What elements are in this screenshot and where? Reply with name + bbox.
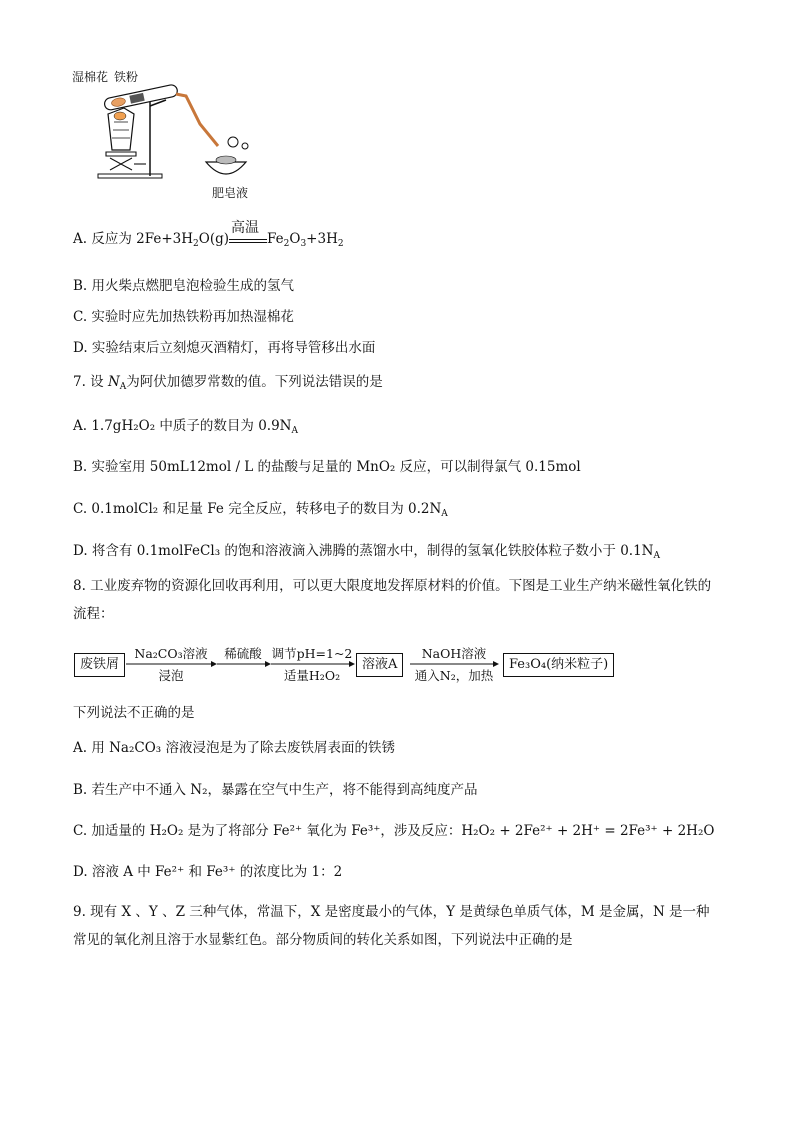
flow-arrow3-top: 调节pH=1~2 — [271, 646, 353, 661]
apparatus-figure — [68, 64, 268, 204]
q8-ask: 下列说法不正确的是 — [73, 705, 195, 721]
q8-flowchart — [73, 644, 733, 688]
q8-option-b: B. 若生产中不通入 N₂，暴露在空气中生产，将不能得到高纯度产品 — [73, 782, 478, 798]
flow-arrow4-bottom: 通入N₂，加热 — [414, 668, 494, 683]
flow-arrow1-bottom: 浸泡 — [158, 668, 184, 683]
flow-arrow4-top: NaOH溶液 — [421, 646, 487, 661]
q6-a-reactant: O(g) — [198, 231, 229, 247]
q9-stem: 9. 现有 X 、Y 、Z 三种气体，常温下，X 是密度最小的气体，Y 是黄绿色单质气体，M 是金属，N 是一种常见的氧化剂且溶于水显紫红色。部分物质间的转化关系如图，下列说法中正确的是 — [73, 904, 710, 948]
q8-option-d: D. 溶液 A 中 Fe²⁺ 和 Fe³⁺ 的浓度比为 1：2 — [73, 864, 343, 880]
label-soap-solution: 肥皂液 — [212, 186, 249, 200]
flow-arrow1-top: Na₂CO₃溶液 — [134, 646, 208, 661]
q6-option-d: D. 实验结束后立刻熄灭酒精灯，再将导管移出水面 — [73, 340, 376, 356]
q6-a-product-h: +3H — [306, 231, 338, 247]
q7-option-a: A. 1.7gH₂O₂ 中质子的数目为 $0.9N_A$ — [73, 418, 298, 436]
q7-d-text: D. 将含有 0.1molFeCl₃ 的饱和溶液滴入沸腾的蒸馏水中，制得的氢氧化铁胶体粒子数小于 0.1N — [73, 543, 654, 559]
apparatus-drawing — [68, 64, 268, 204]
q6-option-a: A. 反应为 $2Fe+3H_2O(g)$ 高温 $Fe_2O_3+3H_2$ — [73, 219, 344, 249]
q7-option-d: D. 将含有 0.1molFeCl₃ 的饱和溶液滴入沸腾的蒸馏水中，制得的氢氧化铁胶体粒子数小于 $0.1N_A$ — [73, 543, 660, 561]
label-iron-powder: 铁粉 — [114, 70, 139, 84]
q7-stem: 7. 设 $N_A$为阿伏加德罗常数的值。下列说法错误的是 — [73, 374, 383, 392]
q6-a-product-o: O — [289, 231, 301, 247]
reaction-arrow — [229, 219, 267, 243]
q7-option-c: C. 0.1molCl₂ 和足量 Fe 完全反应，转移电子的数目为 $0.2N_A$ — [73, 501, 448, 519]
q7-stem-post: 为阿伏加德罗常数的值。下列说法错误的是 — [126, 374, 383, 390]
reaction-condition: 高温 — [231, 219, 259, 236]
q6-option-c: C. 实验时应先加热铁粉再加热湿棉花 — [73, 309, 294, 325]
q7-option-b: B. 实验室用 50mL12mol / L 的盐酸与足量的 MnO₂ 反应，可以制得氯气 0.15mol — [73, 459, 581, 475]
q7-stem-pre: 7. 设 — [73, 374, 104, 390]
flow-arrow3-bottom: 适量H₂O₂ — [283, 668, 341, 683]
q6-a-product: Fe — [267, 231, 284, 247]
q8-option-c: C. 加适量的 H₂O₂ 是为了将部分 Fe²⁺ 氧化为 Fe³⁺，涉及反应：H₂O₂ + 2Fe²⁺ + 2H⁺ = 2Fe³⁺ + 2H₂O — [73, 823, 715, 839]
flow-box-fe3o4: Fe₃O₄(纳米粒子) — [503, 653, 614, 677]
flow-arrow2-top: 稀硫酸 — [224, 646, 262, 661]
q6-option-b: B. 用火柴点燃肥皂泡检验生成的氢气 — [73, 278, 295, 294]
flow-box-scrap-iron: 废铁屑 — [74, 653, 125, 677]
label-wet-cotton: 湿棉花 — [72, 70, 109, 84]
q8-stem: 8. 工业废弃物的资源化回收再利用，可以更大限度地发挥原材料的价值。下图是工业生产纳米磁性氧化铁的流程： — [73, 578, 712, 622]
flow-box-solution-a: 溶液A — [356, 653, 403, 677]
q8-option-a: A. 用 Na₂CO₃ 溶液浸泡是为了除去废铁屑表面的铁锈 — [73, 740, 395, 756]
q6-a-prefix: A. 反应为 2Fe+3H — [73, 231, 194, 247]
q7-a-text: A. 1.7gH₂O₂ 中质子的数目为 0.9N — [73, 418, 292, 434]
q7-c-text: C. 0.1molCl₂ 和足量 Fe 完全反应，转移电子的数目为 0.2N — [73, 501, 442, 517]
